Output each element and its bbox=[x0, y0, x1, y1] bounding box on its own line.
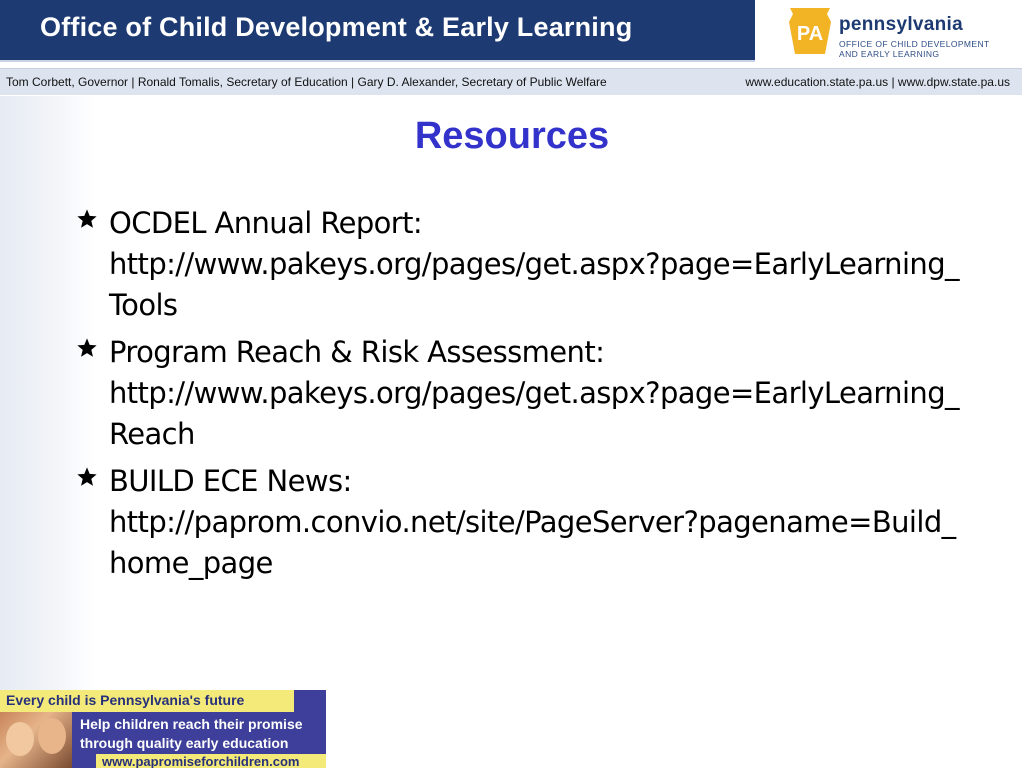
resource-list bbox=[76, 203, 976, 590]
promise-banner bbox=[0, 690, 326, 768]
resource-item-program-reach bbox=[76, 332, 976, 455]
logo-subtitle-line1: OFFICE OF CHILD DEVELOPMENT bbox=[839, 39, 990, 49]
banner-message-line1: Help children reach their promise bbox=[80, 716, 303, 732]
header-title: Office of Child Development & Early Learning bbox=[40, 12, 633, 42]
resource-label: OCDEL Annual Report: bbox=[109, 206, 423, 240]
child-face-icon bbox=[6, 722, 34, 756]
websites-text: www.education.state.pa.us | www.dpw.state.pa.us bbox=[745, 75, 1010, 89]
keystone-icon bbox=[787, 6, 833, 56]
resource-link-continued[interactable]: Tools bbox=[109, 288, 178, 322]
slide-title: Resources bbox=[414, 115, 610, 157]
banner-tagline: Every child is Pennsylvania's future bbox=[6, 692, 245, 708]
star-bullet-icon bbox=[76, 337, 98, 359]
logo-badge: PA bbox=[796, 23, 824, 45]
logo-subtitle-line2: AND EARLY LEARNING bbox=[839, 49, 940, 59]
officials-text: Tom Corbett, Governor | Ronald Tomalis, Secretary of Education | Gary D. Alexander, Secretary of Public Welfare bbox=[6, 75, 607, 89]
resource-link-continued[interactable]: home_page bbox=[109, 546, 273, 580]
child-face-icon bbox=[38, 718, 66, 754]
resource-label: BUILD ECE News: bbox=[109, 464, 352, 498]
resource-link[interactable]: http://www.pakeys.org/pages/get.aspx?page=EarlyLearning_ bbox=[109, 376, 959, 410]
resource-link-continued[interactable]: Reach bbox=[109, 417, 195, 451]
banner-tagline-strip bbox=[0, 690, 294, 712]
resource-item-build-ece-news bbox=[76, 461, 976, 584]
children-photo bbox=[0, 712, 72, 768]
resource-label: Program Reach & Risk Assessment: bbox=[109, 335, 605, 369]
logo-name: pennsylvania bbox=[839, 14, 963, 35]
banner-message-line2: through quality early education bbox=[80, 735, 289, 751]
pennsylvania-logo bbox=[781, 0, 999, 64]
logo-subtitle bbox=[839, 39, 999, 59]
resource-link[interactable]: http://www.pakeys.org/pages/get.aspx?page=EarlyLearning_ bbox=[109, 247, 959, 281]
star-bullet-icon bbox=[76, 466, 98, 488]
info-bar bbox=[0, 68, 1022, 95]
banner-url[interactable]: www.papromiseforchildren.com bbox=[96, 754, 326, 768]
star-bullet-icon bbox=[76, 208, 98, 230]
resource-link[interactable]: http://paprom.convio.net/site/PageServer?pagename=Build_ bbox=[109, 505, 956, 539]
header-bar bbox=[0, 0, 755, 62]
resource-item-annual-report bbox=[76, 203, 976, 326]
